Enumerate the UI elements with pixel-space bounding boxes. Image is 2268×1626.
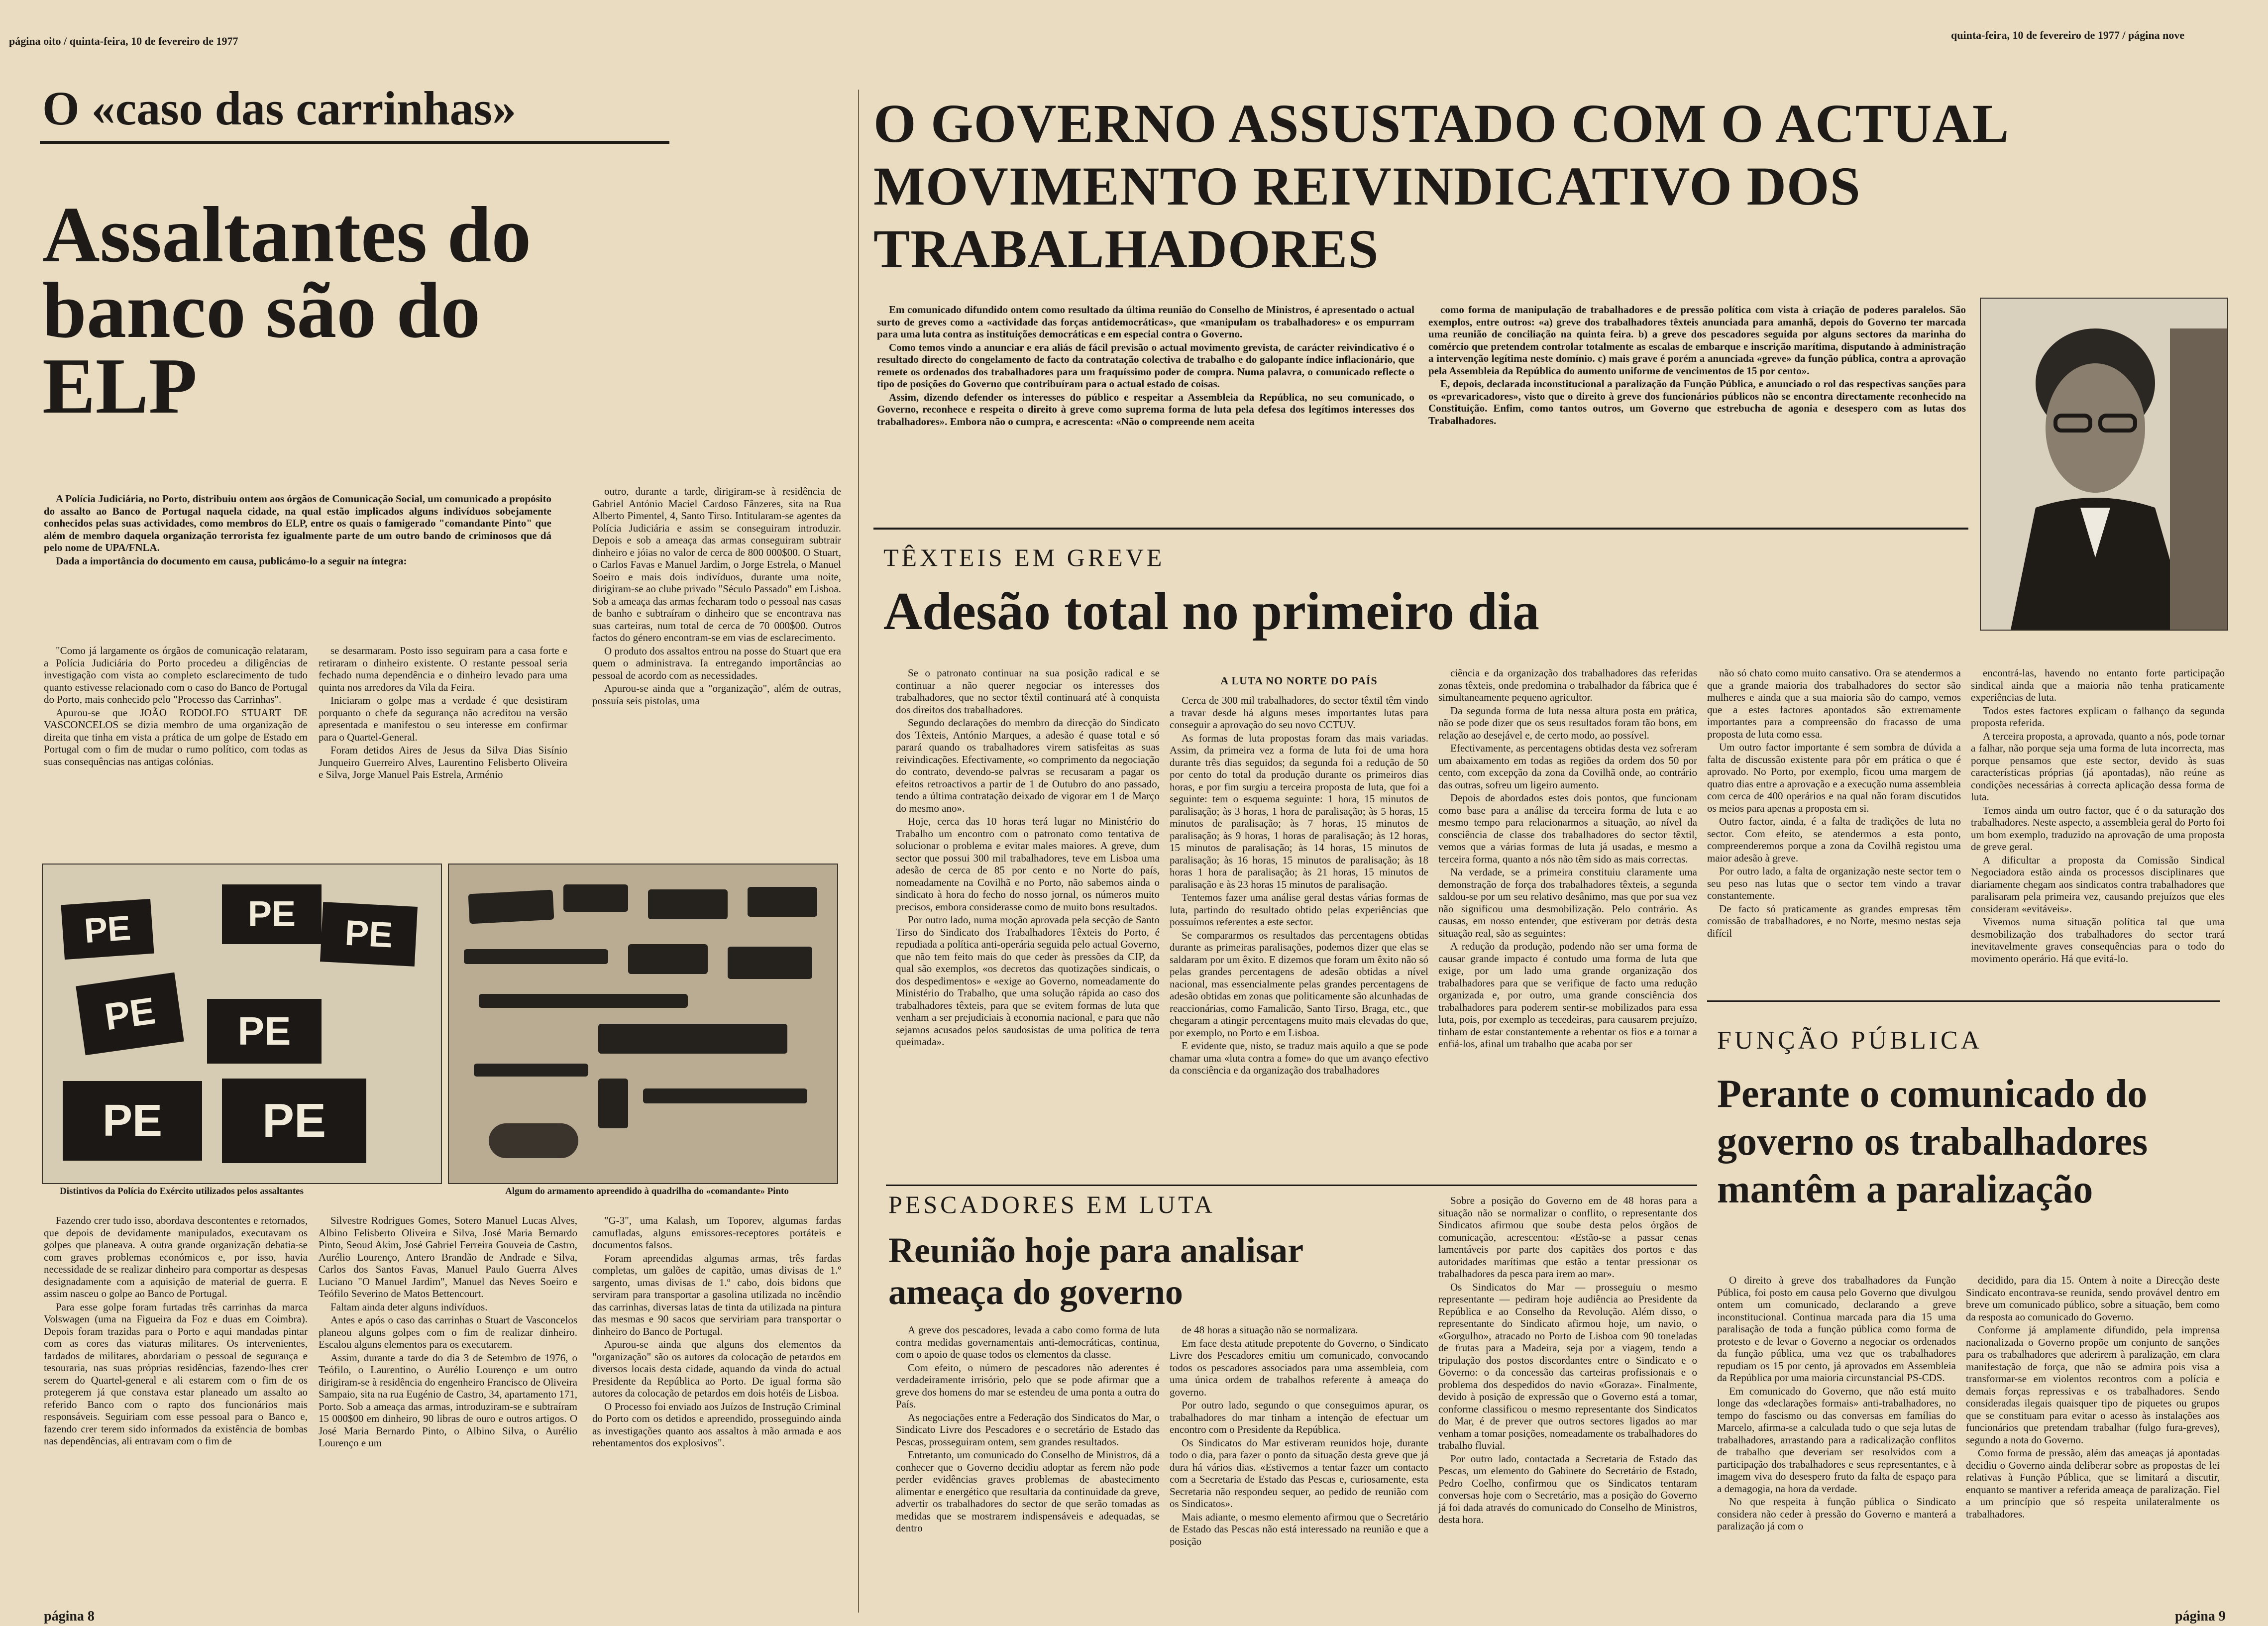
pe-armband: PE xyxy=(222,884,322,944)
paragraph: Assim, dizendo defender os interesses do público e respeitar a Assembleia da República, no seu comunicado, o Governo, reconhece e respeita o direito à greve como suprema forma de luta pela defesa dos legítimos interesses dos trabalhadores». Embora não o cumpra, e acrescenta: «Não o compreende nem aceita xyxy=(877,391,1414,428)
right-page-footer: página 9 xyxy=(2175,1609,2226,1624)
paragraph: As negociações entre a Federação dos Sindicatos do Mar, o Sindicato Livre dos Pescadores e o secretário de Estado das Pescas, prosseguiram ontem, sem grandes resultados. xyxy=(896,1411,1160,1448)
paragraph: Tentemos fazer uma análise geral destas várias formas de luta, partindo do resultado obtido pelas experiências que possuímos referentes a este sector. xyxy=(1170,891,1428,928)
left-kicker: O «caso das carrinhas» xyxy=(42,82,517,135)
gutter-line xyxy=(858,90,859,1613)
paragraph: Silvestre Rodrigues Gomes, Sotero Manuel Lucas Alves, Albino Felisberto Oliveira e Silva, José Maria Bernardo Pinto, Seoud Akim, José Gabriel Ferreira Gouveia de Castro, Aurélio Lourenço, Antero Brandão de Andrade e Silva, Carlos dos Santos Favas, Manuel Paulo Guerra Alves Luciano "O Manuel Jardim", Manuel das Neves Soeiro e Teófilo Severino de Matos Bettencourt. xyxy=(319,1214,577,1300)
left-lead xyxy=(44,493,551,568)
paragraph: ciência e da organização dos trabalhadores das referidas zonas têxteis, onde predomina o trabalhador da fábrica que é simultaneamente pequeno agricultor. xyxy=(1438,667,1697,703)
paragraph: de 48 horas a situação não se normalizara. xyxy=(1182,1324,1358,1336)
caption-weapons: Algum do armamento apreendido à quadrilha do «comandante» Pinto xyxy=(505,1186,789,1196)
paragraph: Da segunda forma de luta nessa altura posta em prática, não se pode dizer que os seus resultados foram tão bons, em relação ao desejável e, de certo modo, ao possível. xyxy=(1438,704,1697,741)
left-col-1 xyxy=(44,645,308,849)
paragraph: Faltam ainda deter alguns indivíduos. xyxy=(330,1301,488,1313)
rule xyxy=(886,1185,1697,1186)
pistol xyxy=(748,887,817,917)
paragraph: Os Sindicatos do Mar estiveram reunidos hoje, durante todo o dia, para fazer o ponto da situação desta greve que já dura há vários dias. «Estivemos a tentar fazer um contacto com a Secretaria de Estado das Pescas e, curiosamente, esta Secretaria não respondeu sequer, ao pedido de reunião com os Sindicatos». xyxy=(1170,1436,1428,1510)
left-lower-col-1 xyxy=(44,1214,308,1608)
photo-pe-armbands xyxy=(42,864,442,1184)
paragraph: "Como já largamente os órgãos de comunicação relataram, a Polícia Judiciária do Porto procedeu a diligências de investigação com vista ao completo esclarecimento de tudo quanto estivesse relacionado com o caso do Banco de Portugal do Porto, mais conhecido pelo "Processo das Carrinhas". xyxy=(44,645,308,705)
paragraph: O produto dos assaltos entrou na posse do Stuart que era quem o administrava. Ia entregando importâncias ao pessoal de acordo com as necessidades. xyxy=(592,645,841,681)
bag xyxy=(489,1123,578,1158)
textile-headline: Adesão total no primeiro dia xyxy=(883,582,1539,641)
paragraph: Em comunicado difundido ontem como resultado da última reunião do Conselho de Ministros, é apresentado o actual surto de greves como a «actividade das forças antidemocráticas», que «manipulam os trabalhadores» e os empurram para uma luta contra as instituições democráticas e em especial contra o Governo. xyxy=(877,304,1414,340)
textile-col-2 xyxy=(1170,694,1428,1190)
paragraph: Por outro lado, a falta de organização neste sector tem o seu peso nas lutas que o sector tem vindo a travar constantemente. xyxy=(1707,865,1961,901)
pe-armband: PE xyxy=(76,973,184,1055)
paragraph: Em face desta atitude prepotente do Governo, o Sindicato Livre dos Pescadores emitiu um comunicado, convocando todos os pescadores associados para uma assembleia, com uma única ordem de trabalhos referente à ameaça do governo. xyxy=(1170,1337,1428,1398)
paragraph: Fazendo crer tudo isso, abordava descontentes e retornados, que depois de devidamente manipulados, executavam os golpes que planeava. A outra grande organização debatia-se com graves problemas económicos e, por isso, havia necessidade de se realizar dinheiro para comportar as despesas designadamente com a aquisição de material de guerra. E assim nasceu o golpe ao Banco de Portugal. xyxy=(44,1214,308,1300)
public-headline: Perante o comunicado do governo os trabalhadores mantêm a paralização xyxy=(1717,1072,2148,1211)
paragraph: Por outro lado, segundo o que conseguimos apurar, os trabalhadores do mar tinham a intenção de efectuar um encontro com o Presidente da República. xyxy=(1170,1399,1428,1435)
paragraph: Se o patronato continuar na sua posição radical e se continuar a não querer negociar os interesses dos trabalhadores, que no sector têxtil continuará até à conquista dos direitos dos trabalhadores. xyxy=(896,667,1160,716)
paragraph: Cerca de 300 mil trabalhadores, do sector têxtil têm vindo a travar desde há alguns meses importantes lutas para conseguir a aprovação do seu novo CCTUV. xyxy=(1170,694,1428,731)
rule xyxy=(1707,1000,2220,1002)
paragraph: Na verdade, se a primeira constituiu claramente uma demonstração de força dos trabalhadores têxteis, a segunda saldou-se por um seu relativo desânimo, mas que por sua vez não significou uma desmobilização. Pelo contrário. As causas, em nosso entender, que estiveram por detrás desta situação real, são as seguintes: xyxy=(1438,866,1697,939)
textile-col-3 xyxy=(1438,667,1697,1190)
rifle xyxy=(598,1024,787,1054)
textile-section-label: TÊXTEIS EM GREVE xyxy=(883,543,1165,571)
paragraph: Apurou-se ainda que alguns dos elementos da "organização" são os autores da colocação de petardos em diversos locais desta cidade, aquando da vinda do actual Presidente da República ao Porto. De igual forma são autores da colocação de petardos em dois hotéis de Lisboa. xyxy=(592,1338,841,1399)
paragraph: Entretanto, um comunicado do Conselho de Ministros, dá a conhecer que o Governo decidiu adoptar as ferem não pode perder evidências graves problemas de abastecimento alimentar e energético que resultaria da continuidade da greve, advertir os trabalhadores do sector de que serão tomadas as medidas que se mostrarem indispensáveis e adequadas, se dentro xyxy=(896,1449,1160,1534)
paragraph: E evidente que, nisto, se traduz mais aquilo a que se pode chamar uma «luta contra a fome» do que um avanço efectivo da consciência e da organização dos trabalhadores xyxy=(1170,1040,1428,1076)
paragraph: Apurou-se ainda que a "organização", além de outras, possuía seis pistolas, uma xyxy=(592,682,841,707)
paragraph: Todos estes factores explicam o falhanço da segunda proposta referida. xyxy=(1971,704,2225,729)
paragraph: Conforme já amplamente difundido, pela imprensa nacionalizada o Governo propõe um conjunto de sanções para os trabalhadores que aderirem à paralização, em clara manifestação de força, que não se admira pois visa a transformar-se em violentos recontros com a polícia e demais forças repressivas e os trabalhadores. Sendo consideradas ilegais quaisquer tipo de piquetes ou grupos que se constituam para evitar o acesso às instalações aos funcionários que pretendam trabalhar (fulgo fura-greves), segundo a nota do Governo. xyxy=(1966,1324,2220,1446)
pistol xyxy=(468,890,554,924)
paragraph: O Processo foi enviado aos Juízos de Instrução Criminal do Porto com os detidos e apreendido, prosseguindo ainda as investigações quanto aos assaltos à mão armada e aos rebentamentos dos explosivos". xyxy=(592,1400,841,1449)
rifle xyxy=(479,994,688,1008)
textile-subhead: A LUTA NO NORTE DO PAÍS xyxy=(1220,674,1378,687)
paragraph: O direito à greve dos trabalhadores da Função Pública, foi posto em causa pelo Governo que divulgou ontem um comunicado, declarando a greve inconstitucional. Continua marcada para dia 15 uma paralisação de toda a função pública como forma de protesto e de levar o Governo a negociar os ordenados da função pública, uma vez que os trabalhadores repudiam os 15 por cento, já aprovados em Assembleia da República por uma maioria circunstancial PS-CDS. xyxy=(1717,1274,1956,1384)
fishers-col-3 xyxy=(1438,1194,1697,1608)
paragraph: Mais adiante, o mesmo elemento afirmou que o Secretário de Estado das Pescas não está interessado na reunião e que a posição xyxy=(1170,1511,1428,1547)
magazine xyxy=(474,1064,588,1077)
paragraph: decidido, para dia 15. Ontem à noite a Direcção deste Sindicato encontrava-se reunida, sendo provável dentro em breve um comunicado público, sobre a situação, bem como da resposta ao comunicado do Governo. xyxy=(1966,1274,2220,1323)
paragraph: De facto só praticamente as grandes empresas têm comissão de trabalhadores, e no Norte, mesmo nestas seja difícil xyxy=(1707,902,1961,939)
caption-armbands: Distintivos da Polícia do Exército utilizados pelos assaltantes xyxy=(60,1186,304,1196)
textile-col-4 xyxy=(1707,667,1961,985)
pe-armband: PE xyxy=(320,902,418,967)
paragraph: A dificultar a proposta da Comissão Sindical Negociadora estão ainda os processos disciplinares que diariamente chegam aos sindicatos contra trabalhadores que paralisaram pela primeira vez, causando prejuízos que eles consideram «evitáveis». xyxy=(1971,854,2225,915)
portrait-figure xyxy=(1981,299,2227,630)
paragraph: Iniciaram o golpe mas a verdade é que desistiram porquanto o chefe da segurança não acreditou na versão apresentada e manifestou o seu interesse em confirmar para o Quartel-General. xyxy=(319,694,567,743)
fishers-section-label: PESCADORES EM LUTA xyxy=(888,1191,1215,1218)
rifle xyxy=(643,1088,807,1103)
paragraph: A greve dos pescadores, levada a cabo como forma de luta contra medidas governamentais anti-democráticas, continua, com o apoio de quase todos os elementos da classe. xyxy=(896,1324,1160,1360)
fishers-col-1 xyxy=(896,1324,1160,1608)
paragraph: Como forma de pressão, além das ameaças já apontadas decidiu o Governo ainda deliberar sobre as propostas de lei relativas à Função Pública, que se limitará a discutir, enquanto se mantiver a referida ameaça de paralização. Fiel a um princípio que só respeita unilateralmente os trabalhadores. xyxy=(1966,1447,2220,1520)
paragraph: Se compararmos os resultados das percentagens obtidas durante as primeiras paralisações, podemos dizer que elas se saldaram por um êxito. E dizemos que foram um êxito não só pelas grandes percentagens de adesão obtidas a nível nacional, mas essencialmente pelas grandes percentagens de adesão obtidas em zonas que politicamente são alcunhadas de reaccionárias, como Famalicão, Santo Tirso, Braga, etc., que chegaram a atingir percentagens muito mais elevadas do que, por exemplo, no Porto e em Lisboa. xyxy=(1170,929,1428,1039)
left-folio: página oito / quinta-feira, 10 de fevereiro de 1977 xyxy=(9,35,238,47)
fishers-col-2 xyxy=(1170,1324,1428,1608)
textile-col-1 xyxy=(896,667,1160,1190)
left-col-2 xyxy=(319,645,567,849)
left-headline: Assaltantes do banco são do ELP xyxy=(42,190,532,430)
paragraph: Sobre a posição do Governo em de 48 horas para a situação não se normalizar o conflito, o representante dos Sindicatos afirmou que soube desta pelos órgãos de comunicação, acrescentou: «Estão-se a passar cenas lamentáveis por parte dos capitães dos portos e das autoridades marítimas que estão a tentar pressionar os trabalhadores da pesca para irem ao mar». xyxy=(1438,1194,1697,1280)
paragraph: Os Sindicatos do Mar — prosseguiu o mesmo representante — pediram hoje audiência ao Presidente da República e ao Conselho da Revolução. Além disso, o representante do Sindicato afirmou hoje, um navio, o «Gorgulho», atracado no Porto de Lisboa com 90 toneladas de frutas para a Madeira, seja por a viagem, tendo a tripulação dos postos discordantes entre o Sindicato e o Governo: o da concessão das carteiras profissionais e o problema dos despedidos do navio «Goraza». Finalmente, devido à posição de expressão que o Governo está a tomar, conforme classificou o mesmo representante dos Sindicatos do Mar, é de prever que outros sectores ligados ao mar venham a tomar posições, nomeadamente os trabalhadores do trabalho fluvial. xyxy=(1438,1281,1697,1451)
paragraph: encontrá-las, havendo no entanto forte participação sindical ainda que a maioria não tenha praticamente experiências de luta. xyxy=(1971,667,2225,703)
lead-paragraph-2: Dada a importância do documento em causa, publicámo-lo a seguir na íntegra: xyxy=(56,554,407,567)
pistol xyxy=(628,944,708,974)
paragraph: Segundo declarações do membro da direcção do Sindicato dos Têxteis, António Marques, a adesão é quase total e só parará quando os trabalhadores virem satisfeitas as suas reivindicações. Efectivamente, «o comprimento da negociação do contrato, devendo-se palvras se recusaram a pagar os efeitos retroactivos a partir de 1 de Outubro do ano passado, tendo a última contratação deixado de vigorar em 1 de Março do mesmo ano». xyxy=(896,717,1160,814)
rule xyxy=(873,528,1968,530)
paragraph: A redução da produção, podendo não ser uma forma de causar grande impacto é contudo uma forma de luta que exige, por um lado uma grande organização dos trabalhadores para que se verifique de facto uma redução organizada e, por outro, uma grande consciência dos trabalhadores para poderem sentir-se mobilizados para essa luta, pois, por exemplo as tecedeiras, para causarem prejuízo, tinham de estar constantemente a rebentar os fios e a tornar a enfiá-los, afinal um trabalho que acaba por ser xyxy=(1438,940,1697,1050)
pe-armband: PE xyxy=(222,1079,366,1163)
paragraph: A terceira proposta, a aprovada, quanto a nós, pode tornar a falhar, não porque seja uma forma de luta incorrecta, mas porque pensamos que este sector, devido às suas características próprias (já apontadas), não reúne as condições necessárias à correcta aplicação dessa forma de luta. xyxy=(1971,730,2225,803)
paragraph: Com efeito, o número de pescadores não aderentes é verdadeiramente irrisório, pelo que se pode afirmar que a greve dos homens do mar se estendeu de uma ponta a outra do País. xyxy=(896,1361,1160,1410)
paragraph: Assim, durante a tarde do dia 3 de Setembro de 1976, o Teófilo, o Laurentino, o Aurélio Lourenço e um outro dirigiram-se à residência do engenheiro Francisco de Oliveira Sampaio, sita na rua Eugénio de Castro, 34, apartamento 171, Porto. Sob a ameaça das armas, introduziram-se e subtraíram 15 000$00 em dinheiro, 90 libras de ouro e outros artigos. O José Maria Bernardo Pinto, o Albino Silva, o Aurélio Lourenço e um xyxy=(319,1351,577,1449)
left-lower-col-3 xyxy=(592,1214,841,1608)
pe-armband: PE xyxy=(63,1081,202,1161)
kicker-rule xyxy=(40,141,669,144)
magazine xyxy=(598,1079,628,1128)
left-lower-col-2 xyxy=(319,1214,577,1608)
paragraph: Depois de abordados estes dois pontos, que funcionam como base para a análise da terceira forma de luta e ao mesmo tempo para relacionarmos a situação, ao nível da consciência de classe dos trabalhadores do sector têxtil, vemos que a várias formas de luta já usadas, e mesmo a terceira forma, quanto a nós não têm sido as mais correctas. xyxy=(1438,792,1697,865)
paragraph: Como temos vindo a anunciar e era aliás de fácil previsão o actual movimento grevista, de carácter reivindicativo é o resultado directo do congelamento de facto da contratação colectiva de trabalho e do galopante índice inflacionário, que remete os ordenados dos trabalhadores para um fraquíssimo poder de compra. Numa palavra, o comunicado reflecte o tipo de posições do Governo que contribuíram para o actual estado de coisas. xyxy=(877,341,1414,390)
paragraph: Outro factor, ainda, é a falta de tradições de luta no sector. Com efeito, se atendermos a esta ponto, compreenderemos porque a zona da Covilhã registou uma maior adesão à greve. xyxy=(1707,815,1961,864)
paragraph: não só chato como muito cansativo. Ora se atendermos a que a grande maioria dos trabalhadores do sector são mulheres e ainda que a sua maioria são do campo, vemos que a estes factores apontados são extremamente importantes para a compreensão do fracasso de uma proposta de luta como essa. xyxy=(1707,667,1961,740)
pistol xyxy=(648,889,728,919)
public-section-label: FUNÇÃO PÚBLICA xyxy=(1717,1026,1983,1055)
paragraph: outro, durante a tarde, dirigiram-se à residência de Gabriel António Maciel Cardoso Fânzeres, sita na Rua Alberto Pimentel, 4, Santo Tirso. Intitularam-se agentes da Polícia Judiciária e assim se conseguiram introduzir. Depois e sob a ameaça das armas conseguiram subtrair dinheiro e jóias no valor de cerca de 800 000$00. O Stuart, o Carlos Favas e Manuel Jardim, o Jorge Estrela, o Manuel Soeiro e mais dois indivíduos, durante uma noite, dirigiram-se ao clube privado "Século Passado" em Lisboa. Sob a ameaça das armas fecharam todo o pessoal nas casas de banho e subtraíram o dinheiro que se encontrava nas suas carteiras, num total de cerca de 70 000$00. Outros factos do género encontram-se em vias de esclarecimento. xyxy=(592,485,841,644)
pe-armband: PE xyxy=(61,899,154,960)
left-col-3 xyxy=(592,485,841,849)
paragraph: Em comunicado do Governo, que não está muito longe das «declarações formais» anti-trabalhadores, no tempo do fascismo ou das conversas em famílias do Marcelo, afirma-se a calculada tudo o que seja lutas de trabalhadores, arrastando para a radicalização conflitos de trabalho que deveriam ser resolvidos com a participação dos trabalhadores e seus representantes, e à imagem viva do desespero fruto da falta de espaço para a demagogia, na hora da verdade. xyxy=(1717,1385,1956,1495)
paragraph: "G-3", uma Kalash, um Toporev, algumas fardas camufladas, alguns emissores-receptores portáteis e documentos falsos. xyxy=(592,1214,841,1251)
photo-weapons xyxy=(448,864,838,1184)
paragraph: se desarmaram. Posto isso seguiram para a casa forte e retiraram o dinheiro existente. O restante pessoal seria fechado numa dependência e o dinheiro levado para uma quinta nos arredores da Vila da Feira. xyxy=(319,645,567,693)
fishers-headline: Reunião hoje para analisar ameaça do governo xyxy=(888,1230,1303,1312)
paragraph: Por outro lado, numa moção aprovada pela secção de Santo Tirso do Sindicato dos Trabalhadores Têxteis do Porto, é repudiada a política anti-operária seguida pelo actual Governo, que não tem feito mais do que ceder às pressões da CIP, da qual são exemplos, «os decretos das quotizações sindicais, o dos despedimentos» e «exige ao Governo, nomeadamente do Ministério do Trabalho, que uma solução rápida ao caso dos trabalhadores têxteis, para que se evitem formas de luta que venham a ser prejudiciais à economia nacional, e para que não sejamos acusados pelos saudosistas de uma política de terra queimada». xyxy=(896,914,1160,1048)
paragraph: E, depois, declarada inconstitucional a paralização da Função Pública, e anunciado o rol das respectivas sanções para os «prevaricadores», visto que o direito à greve dos funcionários públicos não se encontra directamente reconhecido na Constituição. Enfim, como tantos outros, um Governo que estrebucha de agonia e desespero com as lutas dos Trabalhadores. xyxy=(1428,378,1966,427)
paragraph: Efectivamente, as percentagens obtidas desta vez sofreram um abaixamento em todas as regiões da ordem dos 50 por cento, com excepção da zona da Covilhã onde, ao contrário das outras, sofreu um ligeiro aumento. xyxy=(1438,742,1697,791)
lead-paragraph: A Polícia Judiciária, no Porto, distribuiu ontem aos órgãos de Comunicação Social, um comunicado a propósito do assalto ao Banco de Portugal naquela cidade, na qual estão implicados alguns indivíduos sobejamente conhecidos pelas suas actividades, como membros do ELP, entre os quais o famigerado "comandante Pinto" que além de membro daquela organização terrorista fez igualmente parte de um outro bando de criminosos que dá pelo nome de UPA/FNLA. xyxy=(44,493,551,553)
left-page-footer: página 8 xyxy=(44,1609,95,1624)
textile-col-5 xyxy=(1971,667,2225,985)
pistol xyxy=(728,947,812,979)
pistol xyxy=(563,884,628,912)
right-folio: quinta-feira, 10 de fevereiro de 1977 / página nove xyxy=(1951,29,2185,41)
paragraph: Antes e após o caso das carrinhas o Stuart de Vasconcelos planeou alguns golpes com o fim de realizar dinheiro. Escalou alguns elementos para os executarem. xyxy=(319,1314,577,1350)
paragraph: No que respeita à função pública o Sindicato considera não ceder à pressão do Governo e manterá a paralização já com o xyxy=(1717,1496,1956,1532)
paragraph: Para esse golpe foram furtadas três carrinhas da marca Volswagen (uma na Figueira da Foz e duas em Coimbra). Depois foram trazidas para o Porto e aqui mandadas pintar com as cores das viaturas militares. Os intervenientes, fardados de militares, abordariam o pessoal de segurança e tesouraria, nas suas próprias residências, fazendo-lhes crer serem do Quartel-general e ali estarem com o fim de os protegerem já que constava estar planeado um assalto ao referido Banco com o rapto dos funcionários mais responsáveis. Seguiriam com esse pessoal para o Banco e, fazendo crer terem sido informados da existência de bombas nas dependências, ali entravam com o fim de xyxy=(44,1301,308,1447)
rifle xyxy=(464,949,608,964)
right-headline: O GOVERNO ASSUSTADO COM O ACTUAL MOVIMENTO REIVINDICATIVO DOS TRABALHADORES xyxy=(873,93,2007,279)
paragraph: Por outro lado, contactada a Secretaria de Estado das Pescas, um elemento do Gabinete do Secretário de Estado, Pedro Coelho, confirmou que os Sindicatos tentaram conversas hoje com o Secretário, mas a posição do Governo já foi dada através do comunicado do Conselho de Ministros, desta hora. xyxy=(1438,1452,1697,1525)
paragraph: Vivemos numa situação política tal que uma desmobilização dos trabalhadores do sector trará inevitavelmente graves consequências para o todo do movimento operário. Há que evitá-lo. xyxy=(1971,916,2225,965)
public-col-2 xyxy=(1966,1274,2220,1603)
pe-armband: PE xyxy=(207,999,322,1064)
portrait-photo xyxy=(1980,298,2228,631)
paragraph: Apurou-se que JOÃO RODOLFO STUART DE VASCONCELOS se dizia membro de uma organização de direita que tinha em vista a prática de um golpe de Estado em Portugal com o fim de mudar o rumo político, com todas as suas consequências nas antigas colónias. xyxy=(44,706,308,767)
paragraph: As formas de luta propostas foram das mais variadas. Assim, da primeira vez a forma de luta foi de uma hora durante três dias seguidos; da segunda foi a redução de 50 por cento do total da produção durante os primeiros dias horas, e por fim surgiu a terceira proposta de luta, que foi a seguinte: tem o esquema seguinte: 1 hora, 15 minutos de paralisação; às 3 horas, 1 hora de paralisação; às 5 horas, 15 minutos de paralisação; às 7 horas, 15 minutos de paralisação; às 9 horas, 1 horas de paralisação; às 12 horas, 15 minutos de paralisação; às 14 horas, 15 minutos de paralisação; às 16 horas, 15 minutos de paralisação; às 18 horas 1 hora de paralisação; às 21 horas, 15 minutos de paralisação e às 23 horas 15 minutos de paralisação. xyxy=(1170,732,1428,890)
paragraph: Foram apreendidas algumas armas, três fardas completas, um galões de capitão, umas divisas de 1.º sargento, umas divisas de 1.º cabo, dois bidons que serviram para transportar a gasolina utilizada no incêndio das carrinhas, diversas latas de tinta da utilizada na pintura das mesmas e 90 sacos que serviriam para transportar o dinheiro do Banco de Portugal. xyxy=(592,1252,841,1337)
gov-col-2 xyxy=(1428,304,1966,523)
gov-col-1 xyxy=(877,304,1414,523)
paragraph: Temos ainda um outro factor, que é o da saturação dos trabalhadores. Neste aspecto, a assembleia geral do Porto foi um bom exemplo, traduzido na aprovação de uma proposta de greve geral. xyxy=(1971,804,2225,853)
paragraph: como forma de manipulação de trabalhadores e de pressão política com vista à criação de poderes paralelos. São exemplos, entre outros: «a) greve dos trabalhadores têxteis anunciada para amanhã, depois do Governo ter marcada uma reunião de conciliação na quinta feira. b) a greve dos pescadores seguida por alguns sectores da marinha do comércio que pretendem controlar totalmente as escalas de embarque e inscrição marítima, disputando à administração a intervenção legítima neste domínio. c) mais grave é porém a anunciada «greve» da função pública, contra a aprovação pela Assembleia da República do aumento uniforme de vencimentos de 15 por cento». xyxy=(1428,304,1966,377)
public-col-1 xyxy=(1717,1274,1956,1603)
paragraph: Um outro factor importante é sem sombra de dúvida a falta de discussão existente para pôr em prática o que é aprovado. No Porto, por exemplo, ficou uma margem de quatro dias entre a aprovação e a execução numa assembleia com cerca de 400 operários e na qual não foram discutidos os meios para apenas a proposta em si. xyxy=(1707,741,1961,814)
paragraph: Foram detidos Aires de Jesus da Silva Dias Sisínio Junqueiro Guerreiro Alves, Laurentino Felisberto Oliveira e Silva, Jorge Manuel Pais Estrela, Arménio xyxy=(319,744,567,780)
paragraph: Hoje, cerca das 10 horas terá lugar no Ministério do Trabalho um encontro com o patronato como tentativa de solucionar o problema e evitar males maiores. A greve, dum sector que possui 300 mil trabalhadores, teve em Lisboa uma adesão de cerca de 85 por cento e no Norte do país, nomeadamente na Covilhã e no Porto, não sabemos ainda o sindicato à hora do fecho do nosso jornal, os números muito precisos, embora considerasse como de muito bons resultados. xyxy=(896,815,1160,913)
